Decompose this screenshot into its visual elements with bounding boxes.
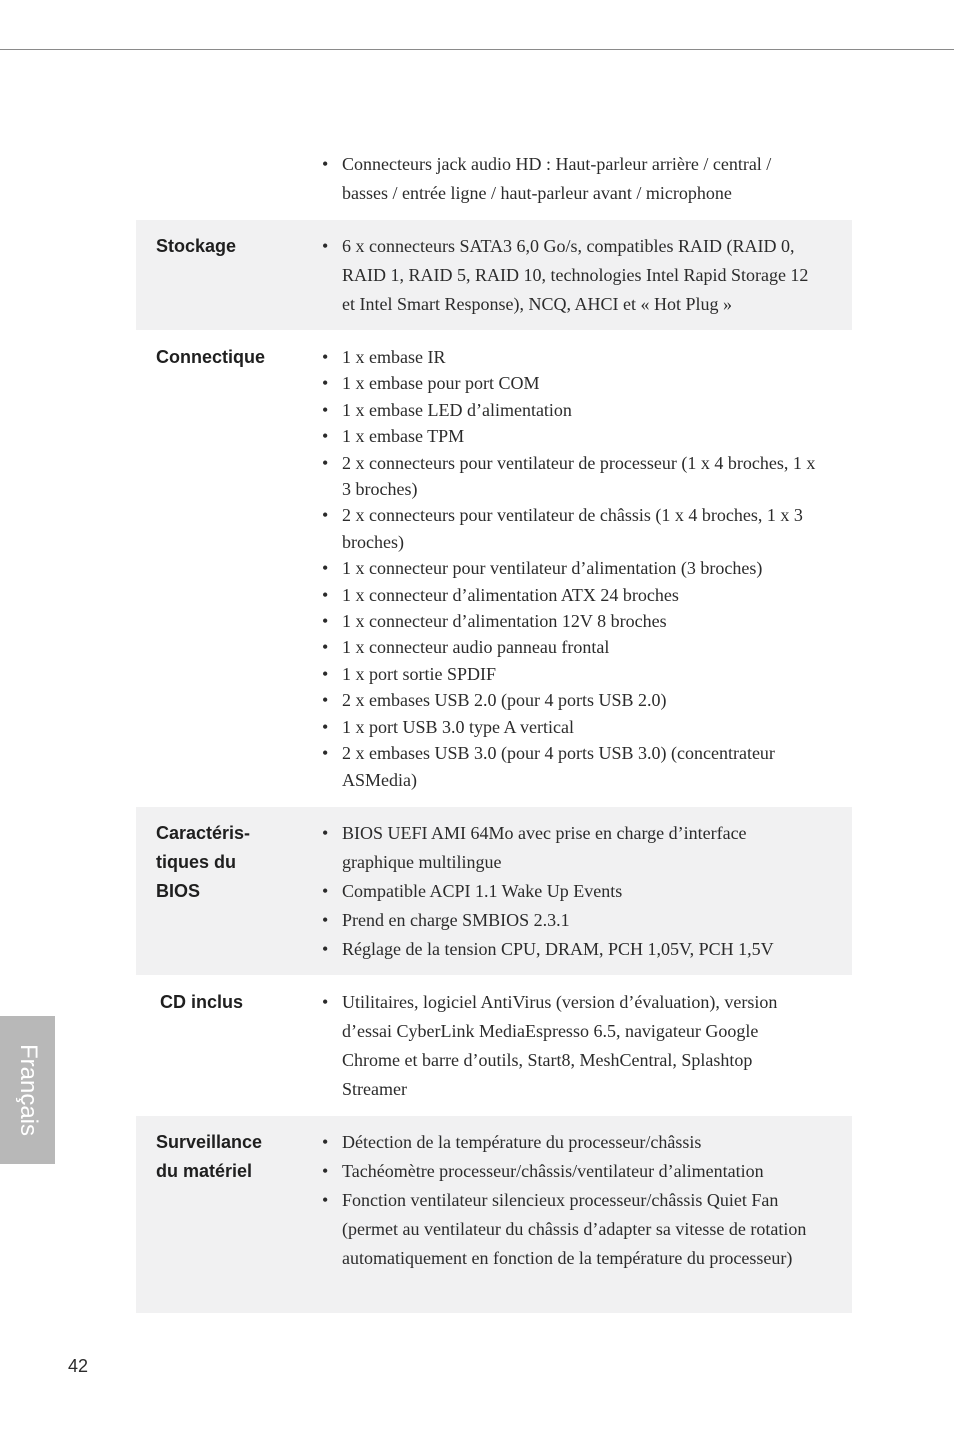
bios-list [320, 819, 820, 964]
section-bios [136, 807, 852, 975]
section-label [156, 1128, 306, 1186]
list-item: • Utilitaires, logiciel AntiVirus (version d’évaluation), version d’essai CyberLink MediaEspresso 6.5, navigateur Google Chrome et barre d’outils, Start8, MeshCentral, Splashtop Streamer [320, 988, 820, 1104]
list-item: • 2 x connecteurs pour ventilateur de châssis (1 x 4 broches, 1 x 3 broches) [320, 502, 820, 555]
section-storage [136, 220, 852, 330]
header-rule [0, 49, 954, 50]
list-item: • Tachéomètre processeur/châssis/ventilateur d’alimentation [320, 1157, 820, 1186]
list-item: • Réglage de la tension CPU, DRAM, PCH 1,05V, PCH 1,5V [320, 935, 820, 964]
list-item: • 1 x embase TPM [320, 423, 820, 449]
page-number: 42 [68, 1356, 89, 1376]
connectors-list [320, 344, 820, 793]
label-line: tiques du [156, 852, 236, 872]
section-label: Stockage [156, 236, 237, 256]
list-item: • 1 x port USB 3.0 type A vertical [320, 714, 820, 740]
list-item: • 1 x embase LED d’alimentation [320, 397, 820, 423]
label-line: Caractéris- [156, 823, 251, 843]
section-label [156, 819, 306, 906]
list-item: • 1 x port sortie SPDIF [320, 661, 820, 687]
section-label: Connectique [156, 347, 266, 367]
label-line: Surveillance [156, 1132, 263, 1152]
audio-list [320, 150, 820, 208]
list-item: • 1 x connecteur pour ventilateur d’alimentation (3 broches) [320, 555, 820, 581]
language-tab-label: Français [14, 1043, 42, 1137]
list-item: • 6 x connecteurs SATA3 6,0 Go/s, compatibles RAID (RAID 0, RAID 1, RAID 5, RAID 10, technologies Intel Rapid Storage 12 et Intel Smart Response), NCQ, AHCI et « Hot Plug » [320, 232, 820, 319]
section-audio-continuation [136, 150, 852, 212]
section-cd [136, 975, 852, 1116]
list-item: • 2 x embases USB 3.0 (pour 4 ports USB 3.0) (concentrateur ASMedia) [320, 740, 820, 793]
list-item: • 1 x embase pour port COM [320, 370, 820, 396]
storage-list [320, 232, 820, 319]
list-item: • 2 x embases USB 2.0 (pour 4 ports USB 2.0) [320, 687, 820, 713]
list-item: • Détection de la température du processeur/châssis [320, 1128, 820, 1157]
label-line: du matériel [156, 1161, 253, 1181]
list-item: • BIOS UEFI AMI 64Mo avec prise en charge d’interface graphique multilingue [320, 819, 820, 877]
list-item: • Prend en charge SMBIOS 2.3.1 [320, 906, 820, 935]
list-item: • 2 x connecteurs pour ventilateur de processeur (1 x 4 broches, 1 x 3 broches) [320, 450, 820, 503]
language-side-tab [0, 1016, 55, 1164]
section-label: CD inclus [160, 992, 244, 1012]
list-item: • Compatible ACPI 1.1 Wake Up Events [320, 877, 820, 906]
list-item: • 1 x connecteur d’alimentation ATX 24 broches [320, 582, 820, 608]
cd-list [320, 988, 820, 1104]
hardware-monitor-list [320, 1128, 820, 1273]
list-item: • 1 x connecteur audio panneau frontal [320, 634, 820, 660]
list-item: • Connecteurs jack audio HD : Haut-parleur arrière / central / basses / entrée ligne / haut-parleur avant / microphone [320, 150, 820, 208]
section-hardware-monitor [136, 1116, 852, 1313]
list-item: • Fonction ventilateur silencieux processeur/châssis Quiet Fan (permet au ventilateur du châssis d’adapter sa vitesse de rotation automatiquement en fonction de la température du processeur) [320, 1186, 820, 1273]
list-item: • 1 x connecteur d’alimentation 12V 8 broches [320, 608, 820, 634]
list-item: • 1 x embase IR [320, 344, 820, 370]
section-connectors [136, 330, 852, 807]
label-line: BIOS [156, 881, 201, 901]
